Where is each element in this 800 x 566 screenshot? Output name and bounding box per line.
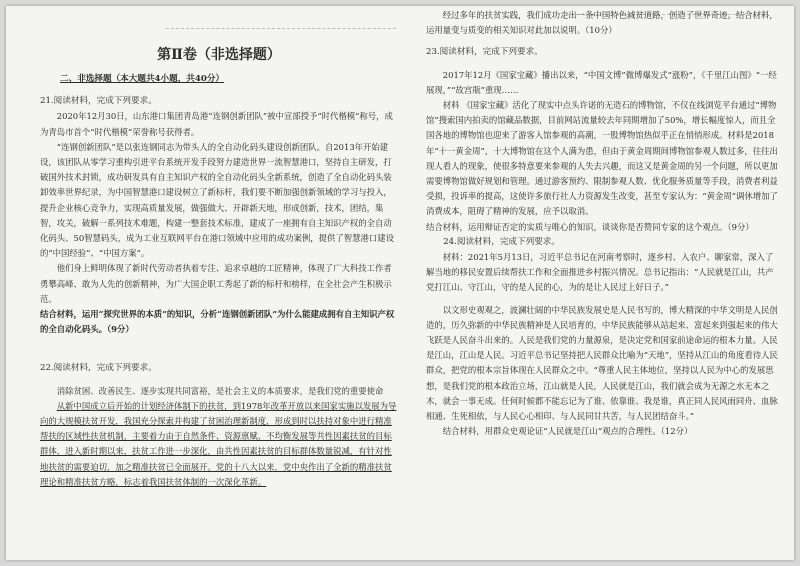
q22-paragraph-2: 从新中国成立后开始的计划经济体制下的扶贫，到1978年改革开放以来国家实施以发展为导向的大规模扶贫开发，我国充分探索并构建了贫困治理新制度，形成到时以扶持对象中进行精准帮扶的区域性扶贫机制，主要着力由于自然条件、资源禀赋、不均衡发展等共性因素扶贫的目标群体，进入新时期以来，扶贫工作进一步深化，由共性因素扶贫的目标群体数量锐减，有针对性地扶贫的需要迫切，加之精准扶贫已全面展开。党的十八大以来，党中央作出了全新的精准扶贫理论和精准扶贫方略，标志着我国扶贫体制的一次深化革新。 bbox=[40, 400, 397, 487]
q21-paragraph-1: 2020年12月30日，山东港口集团青岛港“连钢创新团队”被中宣部授予“时代楷模”称号，成为青岛市首个“时代楷模”荣誉称号获得者。 bbox=[40, 111, 393, 137]
q22-paragraph-1: 消除贫困、改善民生、逐步实现共同富裕，是社会主义的本质要求，是我们党的重要使命 bbox=[56, 385, 384, 396]
right-column bbox=[426, 6, 778, 439]
q24-paragraph-2: 以文形史观观之，波澜壮阔的中华民族发展史是人民书写的，博大精深的中华文明是人民创造的，历久弥新的中华民族精神是人民培育的，中华民族能够从站起来、富起来到强起来的伟大飞跃是人民奋斗出来的。人民是我们党的力量源泉，是决定党和国家前途命运的根本力量。人民是江山，江山是人民。习近平总书记坚持把人民群众比喻为“天地”，坚持从江山的角度看待人民群众，把党的根本宗旨体现在人民群众之中。“尊重人民主体地位，坚持以人民为中心的发展思想，是我们党的根本政治立场，江山就是人民，人民就是江山，我们就会成为无源之水无本之木，就会一事无成。任何时候都不能忘记为了谁、依靠谁、我是谁，真正同人民风雨同舟、血脉相通、生死相依，与人民心心相印、与人民同甘共苦，与人民团结奋斗。” bbox=[426, 304, 778, 422]
q21-task: 结合材料，运用“探究世界的本质”的知识，分析“连钢创新团队”为什么能建成拥有自主知识产权的全自动化码头。（9分） bbox=[40, 309, 395, 335]
q21-paragraph-3: 他们身上鲜明体现了新时代劳动者执着专注、追求卓越的工匠精神，体现了广大科技工作者勇攀高峰、敢为人先的创新精神，为广大国企职工秀起了新的标杆和榜样，在全社会产生积极示范。 bbox=[40, 263, 392, 304]
q21-paragraph-2: “连钢创新团队”是以张连钢同志为带头人的全自动化码头建设创新团队。自2013年开始建设，该团队从零学习重构引进平台系统开发手段努力建造世界一流智慧港口，坚持自主研发，打破国外技术封锁，成功研发具有自主知识产权的全自动化码头全新系统，创造了全自动化码头装卸效率世界纪录，为中国智慧港口建设树立了新标杆，我们要不断加强创新领域的学习与投入，提升企业核心竞争力，实现高质量发展，做强做大、开辟新天地，形成创新，技术，团结，集智，攻关，破解一系列技术难题，构建一整套技术标准，建成了一座拥有自主知识产权的全自动化码头、50智慧码头，成为工业互联网平台在港口领域中应用的成功案例，提供了智慧港口建设的“中国经验”、“中国方案”。 bbox=[40, 141, 395, 259]
q23-paragraph-2: 材料 《国家宝藏》活化了现实中点头许诺的无造石的博物馆，不仅在线浏览平台通过“博物馆”搜索国内拍卖的馆藏品数据，目前网站流量较去年同期增加了50%，增长幅度惊人，而且全国各地的博物馆也迎来了游客入馆参观的高潮，一股博物馆热似乎正在悄悄形成。材料是2018年“十一黄金周”，十大博物馆在这个人满为患，但由于黄金周期间博物馆参观人数过多，往往出现人看人的现象，使很多特意要来参观的人失去兴趣，而这又是黄金周的另一个问题，所以更加需要博物馆做好规划和管理。通过游客预约、限制参观人数、优化服务质量等手段，消费者利益受损，投诉率的提高，这使许多旅行社人力资源发生改变，甚至专家认为：“黄金周”调休增加了消费成本，阻碍了精神的发展，应予以取消。 bbox=[426, 100, 778, 217]
q24-header: 24.阅读材料，完成下列要求。 bbox=[443, 236, 560, 247]
q23-header: 23.阅读材料，完成下列要求。 bbox=[426, 47, 543, 58]
q23-task: 结合材料，运用辩证否定的实质与唯心的知识，谈谈你是否赞同专家的这个观点。（9分） bbox=[426, 221, 754, 232]
q23-paragraph-1: 2017年12月《国家宝藏》播出以来，“中国文博”微博爆发式“涨粉”，《千里江山图》“一经展现，”“故宫瓶”重现…… bbox=[426, 69, 777, 95]
q24-task: 结合材料，用群众史观论证“人民就是江山”观点的合理性。（12分） bbox=[442, 426, 693, 437]
section-heading: 二、非选择题（本大题共4小题，共40分） bbox=[60, 74, 225, 84]
exam-sheet bbox=[6, 6, 794, 560]
q24-paragraph-1: 材料：2021年5月13日，习近平总书记在河南考察时，逐乡村、入农户、聊家常，深入了解当地的移民安置后续帮扶工作和全面推进乡村振兴情况。总书记指出：“人民就是江山，共产党打江山、守江山，守的是人民的心，为的是让人民过上好日子。” bbox=[426, 252, 774, 293]
q22-header: 22.阅读材料，完成下列要求。 bbox=[40, 363, 157, 374]
q21-header: 21.阅读材料，完成下列要求。 bbox=[40, 96, 157, 107]
q22-paragraph-3: 经过多年的扶贫实践，我们成功走出一条中国特色减贫道路，创造了世界奇迹。结合材料，运用量变与质变的相关知识对此加以说明。（10分） bbox=[426, 10, 778, 36]
part-title: 第Ⅱ卷（非选择题） bbox=[157, 47, 281, 63]
left-column bbox=[40, 6, 398, 490]
